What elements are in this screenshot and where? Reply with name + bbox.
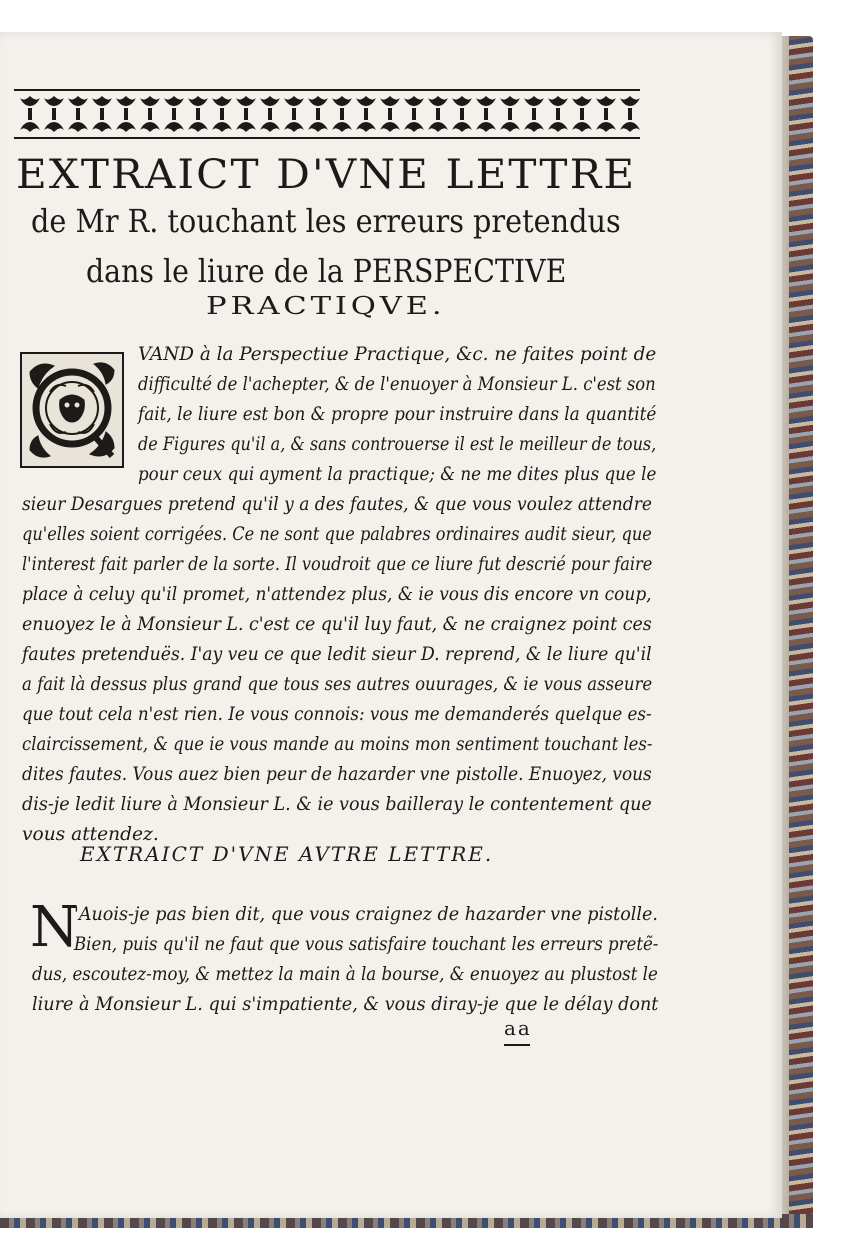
fleuron-icon: [572, 96, 592, 132]
fleuron-icon: [500, 96, 520, 132]
letter2-line: 'Auois-je pas bien dit, que vous craignez de hazarder vne pistolle.: [74, 904, 658, 925]
fleuron-icon: [188, 96, 208, 132]
fleuron-icon: [404, 96, 424, 132]
letter1-line: qu'elles soient corrigées. Ce ne sont que palabres ordinaires audit sieur, que: [22, 524, 652, 545]
fleuron-icon: [212, 96, 232, 132]
fleuron-icon: [20, 96, 40, 132]
letter1-line: sieur Desargues pretend qu'il y a des fautes, & que vous voulez attendre: [22, 494, 652, 515]
fleuron-icon: [596, 96, 616, 132]
letter1-line: difficulté de l'achepter, & de l'enuoyer à Monsieur L. c'est son: [138, 374, 656, 395]
letter1-line: VAND à la Perspectiue Practique, &c. ne faites point de: [138, 344, 657, 365]
fleuron-icon: [332, 96, 352, 132]
letter1-line: enuoyez le à Monsieur L. c'est ce qu'il luy faut, & ne craignez point ces: [22, 614, 652, 635]
letter1-line: l'interest fait parler de la sorte. Il voudroit que ce liure fut descrié pour faire: [22, 554, 653, 575]
fleuron-icon: [620, 96, 640, 132]
letter1-line: dis-je ledit liure à Monsieur L. & ie vous bailleray le contentement que: [22, 794, 652, 815]
title-line-3: dans le liure de la PERSPECTIVE: [86, 252, 567, 290]
letter1-line: a fait là dessus plus grand que tous ses autres ouurages, & ie vous asseure: [22, 674, 653, 695]
fleuron-icon: [116, 96, 136, 132]
signature-underline: [504, 1044, 530, 1046]
ornament-band-icon: [14, 88, 640, 140]
fleuron-icon: [452, 96, 472, 132]
letter1-line: place à celuy qu'il promet, n'attendez plus, & ie vous dis encore vn coup,: [22, 584, 652, 605]
fleuron-icon: [140, 96, 160, 132]
fleuron-icon: [260, 96, 280, 132]
fleuron-icon: [356, 96, 376, 132]
letter2-line: Bien, puis qu'il ne faut que vous satisfaire touchant les erreurs pretẽ-: [74, 934, 659, 955]
letter2-line: liure à Monsieur L. qui s'impatiente, & vous diray-je que le délay dont: [32, 994, 659, 1015]
fleuron-icon: [548, 96, 568, 132]
fleuron-icon: [44, 96, 64, 132]
fleuron-icon: [308, 96, 328, 132]
letter1-line: fautes pretenduës. I'ay veu ce que ledit sieur D. reprend, & le liure qu'il: [22, 644, 652, 665]
title-line-1: EXTRAICT D'VNE LETTRE: [16, 152, 637, 198]
fleuron-icon: [380, 96, 400, 132]
initial-n: N: [30, 895, 79, 960]
fleuron-icon: [92, 96, 112, 132]
title-line-4: PRACTIQVE.: [206, 292, 446, 320]
subtitle-second-letter: EXTRAICT D'VNE AVTRE LETTRE.: [80, 842, 494, 866]
fleuron-icon: [164, 96, 184, 132]
signature-mark: aa: [504, 1016, 532, 1040]
letter1-line: de Figures qu'il a, & sans controuerse il est le meilleur de tous,: [138, 434, 657, 455]
fleuron-icon: [236, 96, 256, 132]
letter1-line: pour ceux qui ayment la practique; & ne me dites plus que le: [138, 464, 657, 485]
letter1-line: claircissement, & que ie vous mande au moins mon sentiment touchant les-: [22, 734, 653, 755]
fleuron-icon: [68, 96, 88, 132]
letter1-line: dites fautes. Vous auez bien peur de hazarder vne pistolle. Enuoyez, vous: [22, 764, 652, 785]
decorated-initial-q-icon: [20, 352, 124, 468]
letter1-line: fait, le liure est bon & propre pour instruire dans la quantité: [138, 404, 657, 425]
fleuron-icon: [476, 96, 496, 132]
letter1-line: vous attendez.: [22, 824, 159, 845]
fleuron-icon: [524, 96, 544, 132]
title-line-2: de Mr R. touchant les erreurs pretendus: [31, 202, 621, 240]
fleuron-icon: [428, 96, 448, 132]
letter2-line: dus, escoutez-moy, & mettez la main à la bourse, & enuoyez au plustost le: [32, 964, 658, 985]
fleuron-icon: [284, 96, 304, 132]
letter1-line: que tout cela n'est rien. Ie vous connois: vous me demanderés quelque es-: [22, 704, 652, 725]
